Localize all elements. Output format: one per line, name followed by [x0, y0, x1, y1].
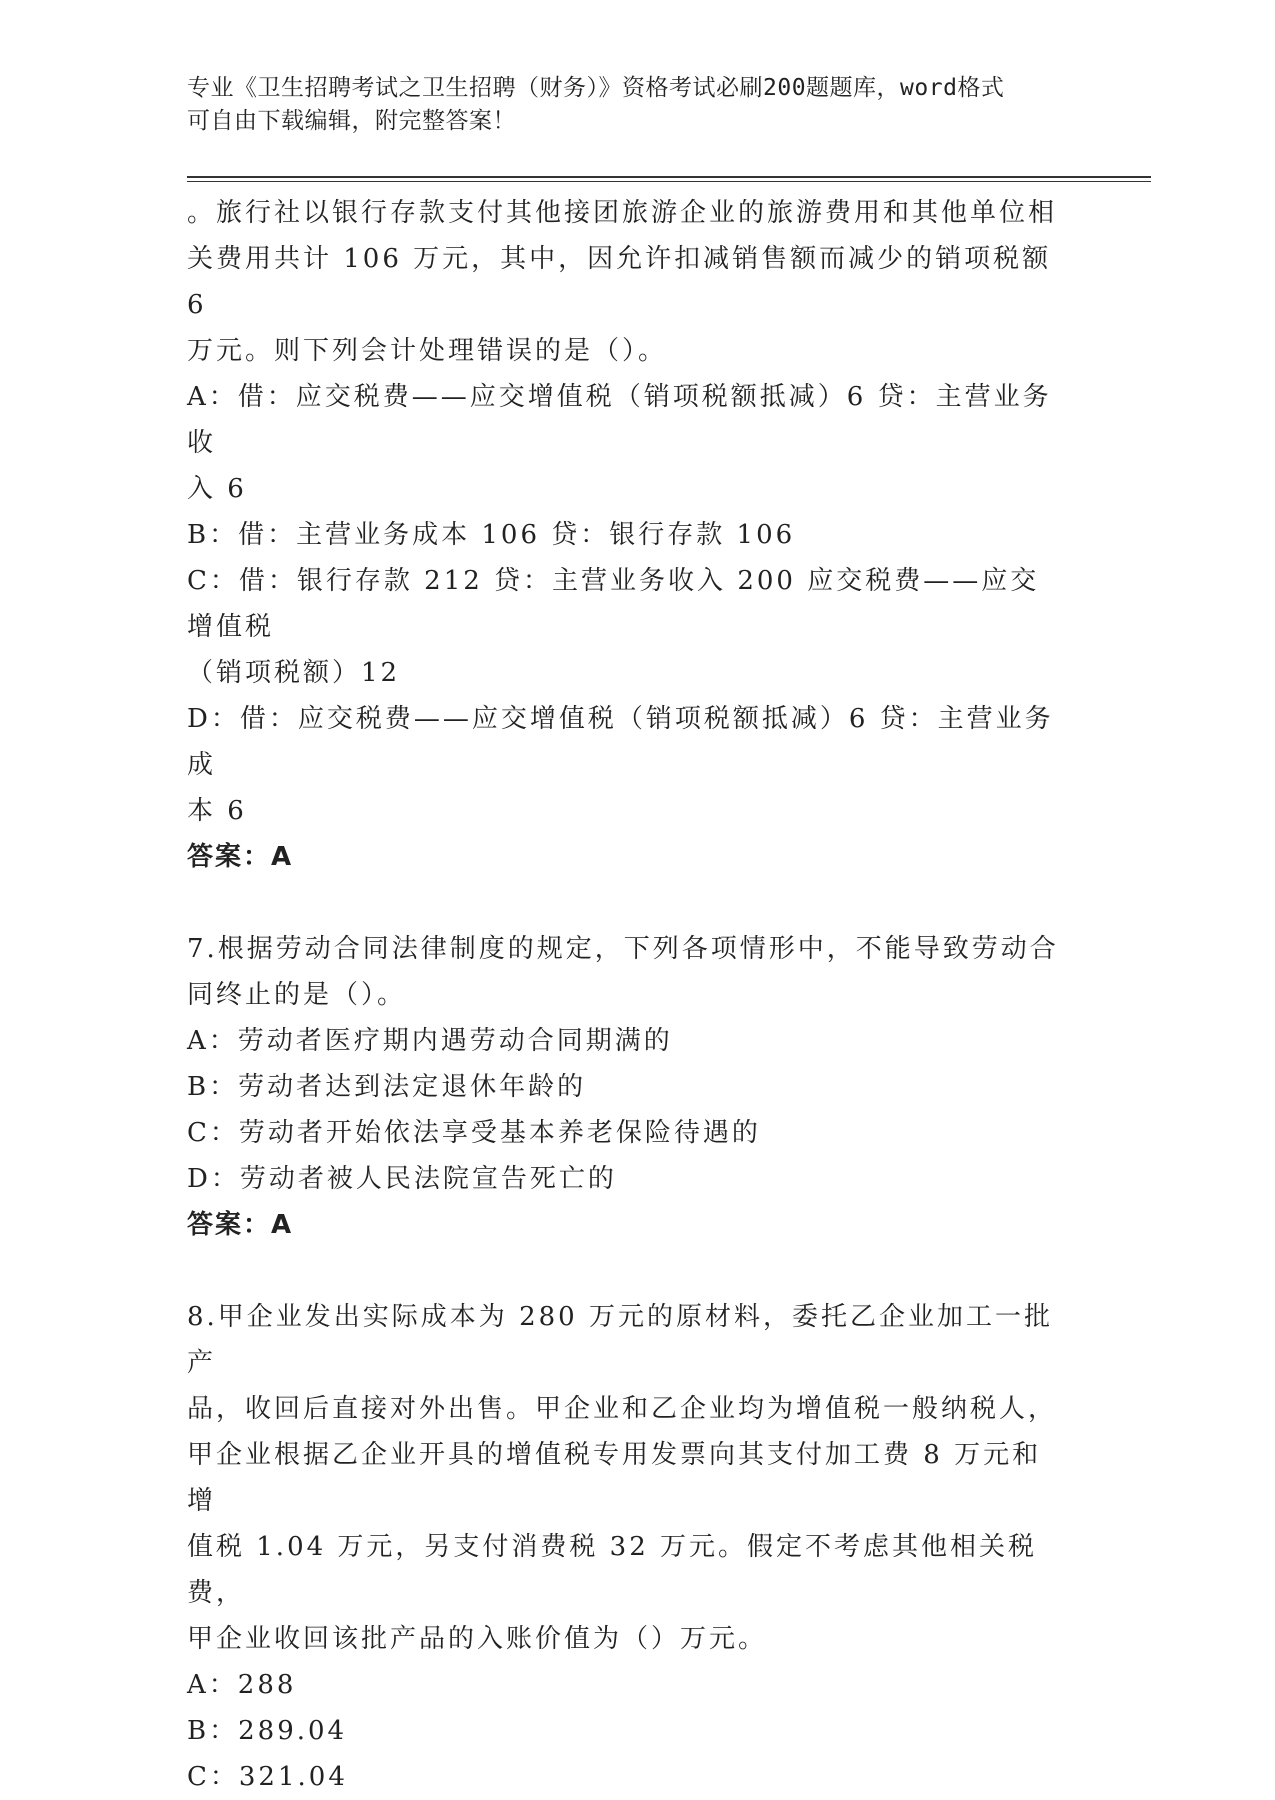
- option-b: B：劳动者达到法定退休年龄的: [187, 1072, 587, 1102]
- question-stem-line: 8.甲企业发出实际成本为 280 万元的原材料，委托乙企业加工一批产: [187, 1302, 1053, 1378]
- option-d-continued: 本 6: [187, 796, 247, 826]
- question-7: [187, 926, 1067, 1248]
- spacer: [187, 880, 1067, 926]
- question-8: [187, 1294, 1067, 1800]
- option-c: C：劳动者开始依法享受基本养老保险待遇的: [187, 1118, 761, 1148]
- question-stem-line: 值税 1.04 万元，另支付消费税 32 万元。假定不考虑其他相关税费，: [187, 1532, 1038, 1608]
- question-stem-line: 关费用共计 106 万元，其中，因允许扣减销售额而减少的销项税额 6: [187, 244, 1052, 320]
- question-stem-line: 7.根据劳动合同法律制度的规定，下列各项情形中，不能导致劳动合: [187, 934, 1059, 964]
- question-stem-line: 同终止的是（）。: [187, 980, 407, 1010]
- question-stem-line: 品，收回后直接对外出售。甲企业和乙企业均为增值税一般纳税人，: [187, 1394, 1058, 1424]
- option-a-continued: 入 6: [187, 474, 247, 504]
- answer-label: 答案：A: [187, 1210, 294, 1240]
- option-a: A：借：应交税费——应交增值税（销项税额抵减）6 贷：主营业务收: [187, 382, 1052, 458]
- option-d: D：借：应交税费——应交增值税（销项税额抵减）6 贷：主营业务成: [187, 704, 1054, 780]
- document-header: [187, 72, 1087, 138]
- option-c: C：321.04: [187, 1762, 348, 1792]
- option-a: A：劳动者医疗期内遇劳动合同期满的: [187, 1026, 673, 1056]
- answer-label: 答案：A: [187, 842, 294, 872]
- header-line-2: 可自由下载编辑，附完整答案！: [187, 108, 516, 134]
- header-divider-thick: [187, 176, 1151, 178]
- header-line-1: 专业《卫生招聘考试之卫生招聘（财务）》资格考试必刷200题题库，word格式: [187, 75, 1005, 101]
- option-b: B：借：主营业务成本 106 贷：银行存款 106: [187, 520, 796, 550]
- header-divider-thin: [187, 181, 1151, 182]
- question-6: [187, 190, 1067, 880]
- document-body: [187, 190, 1067, 1800]
- option-b: B：289.04: [187, 1716, 348, 1746]
- option-d: D：劳动者被人民法院宣告死亡的: [187, 1164, 617, 1194]
- option-a: A：288: [187, 1670, 297, 1700]
- option-c: C：借：银行存款 212 贷：主营业务收入 200 应交税费——应交增值税: [187, 566, 1040, 642]
- question-stem-line: 甲企业根据乙企业开具的增值税专用发票向其支付加工费 8 万元和增: [187, 1440, 1042, 1516]
- spacer: [187, 1248, 1067, 1294]
- option-c-continued: （销项税额）12: [187, 658, 401, 688]
- question-stem-line: 甲企业收回该批产品的入账价值为（）万元。: [187, 1624, 768, 1654]
- question-stem-line: 万元。则下列会计处理错误的是（）。: [187, 336, 668, 366]
- question-stem-line: 。旅行社以银行存款支付其他接团旅游企业的旅游费用和其他单位相: [187, 198, 1058, 228]
